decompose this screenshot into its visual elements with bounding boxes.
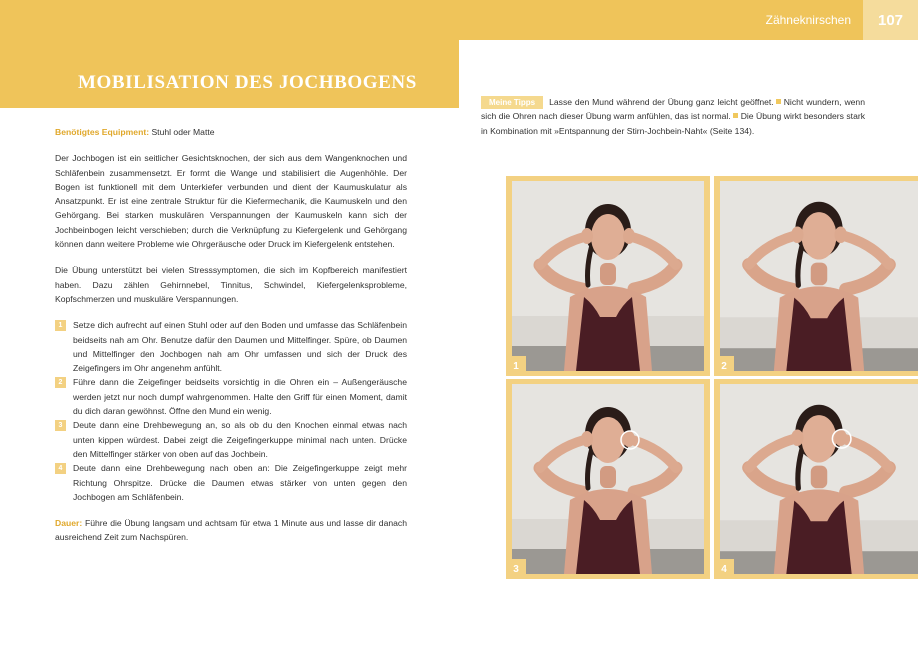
- photo-image: [720, 181, 918, 371]
- tips-label: Meine Tipps: [481, 96, 543, 109]
- tips-box: [481, 95, 865, 138]
- exercise-illustration: [720, 384, 918, 574]
- exercise-illustration: [720, 181, 918, 371]
- photo-image: [512, 181, 704, 371]
- step-text: Deute dann eine Drehbewegung nach oben an: Die Zeigefingerkuppe zeigt mehr Richtung Ohrspitze. Drücke die Daumen etwas stärker von unten gegen den Jochbogen am Schläfenbein.: [73, 463, 407, 502]
- duration-text: Führe die Übung langsam und achtsam für etwa 1 Minute aus und lasse dir danach ausreichend Zeit zum Nachspüren.: [55, 518, 407, 543]
- photo-image: [512, 384, 704, 574]
- step-number: 4: [55, 463, 66, 474]
- exercise-photo-2: [714, 176, 918, 376]
- body-text-column: [55, 125, 407, 545]
- duration-note: [55, 516, 407, 545]
- equipment-value: Stuhl oder Matte: [151, 127, 215, 137]
- step-item: [55, 375, 407, 418]
- bullet-square-icon: [733, 113, 738, 118]
- step-number: 2: [55, 377, 66, 388]
- equipment-label: Benötigtes Equipment:: [55, 127, 150, 137]
- exercise-photo-1: [506, 176, 710, 376]
- photo-number: 1: [506, 356, 526, 376]
- page-title: MOBILISATION DES JOCHBOGENS: [78, 72, 417, 93]
- exercise-illustration: [512, 384, 704, 574]
- step-text: Setze dich aufrecht auf einen Stuhl oder auf den Boden und umfasse das Schläfenbein beidseits nah am Ohr. Benutze dafür den Daumen und Mittelfinger. Spüre, ob Daumen und Mittelfinger den Jochbogen nah am Ohr umfassen und sich der Druck des Zeigefingers im Ohr angenehm anfühlt.: [73, 320, 407, 374]
- equipment-line: [55, 125, 407, 139]
- exercise-illustration: [512, 181, 704, 371]
- step-item: [55, 461, 407, 504]
- step-item: [55, 418, 407, 461]
- duration-label: Dauer:: [55, 518, 83, 529]
- running-header: Zähneknirschen: [765, 13, 851, 27]
- step-text: Führe dann die Zeigefinger beidseits vorsichtig in die Ohren ein – Außengeräusche werden jetzt nur noch dumpf wahrgenommen. Halte den Griff für einen Moment, damit du dich daran gewöhnst. Öffne den Mund ein wenig.: [73, 377, 407, 417]
- symptoms-paragraph: Die Übung unterstützt bei vielen Stresssymptomen, die sich im Kopfbereich manifestiert haben. Dazu zählen Gehirnnebel, Tinnitus, Schwindel, Kiefergelenksprobleme, Kopfschmerzen und muskuläre Verspannungen.: [55, 265, 407, 304]
- photo-number: 2: [714, 356, 734, 376]
- bullet-square-icon: [776, 99, 781, 104]
- intro-paragraph: Der Jochbogen ist ein seitlicher Gesichtsknochen, der sich aus dem Wangenknochen und Schläfenbein zusammensetzt. Er formt die Wange und stabilisiert die Augenhöhle. Der Bogen ist funktionell mit dem Unterkiefer verbunden und dient der Kaumuskulatur als Ansatzpunkt. Er ist eine zentrale Struktur für die Kiefermechanik, die Kaumuskeln und den Gehörgang. Bei starken muskulären Verspannungen der Kaumuskeln kann sich der Jochbeinbogen leicht verschieben; durch die Verknüpfung zu Kiefergelenk und Gehörgang können dann weitere Probleme wie Ohrgeräusche oder Druck im Kiefergelenk entstehen.: [55, 153, 407, 250]
- tip-text: Nicht wundern, wenn sich die Ohren nach dieser Übung warm anfühlen, das ist normal.: [481, 97, 865, 122]
- step-item: [55, 318, 407, 375]
- exercise-photo-3: [506, 379, 710, 579]
- step-text: Deute dann eine Drehbewegung an, so als ob du den Knochen einmal etwas nach unten kippen würdest. Dabei zeigt die Zeigefingerkuppe minimal nach unten. Drücke den Mittelfinger stärker von oben auf das Jochbein.: [73, 420, 407, 459]
- page-number: 107: [863, 0, 918, 40]
- tip-text: Die Übung wirkt besonders stark in Kombination mit »Entspannung der Stirn-Jochbein-Naht« (Seite 134).: [481, 111, 866, 136]
- photo-image: [720, 384, 918, 574]
- step-list: [55, 318, 407, 504]
- photo-number: 3: [506, 559, 526, 579]
- photo-number: 4: [714, 559, 734, 579]
- step-number: 1: [55, 320, 66, 331]
- tip-text: Lasse den Mund während der Übung ganz leicht geöffnet.: [549, 97, 774, 107]
- step-number: 3: [55, 420, 66, 431]
- exercise-photo-4: [714, 379, 918, 579]
